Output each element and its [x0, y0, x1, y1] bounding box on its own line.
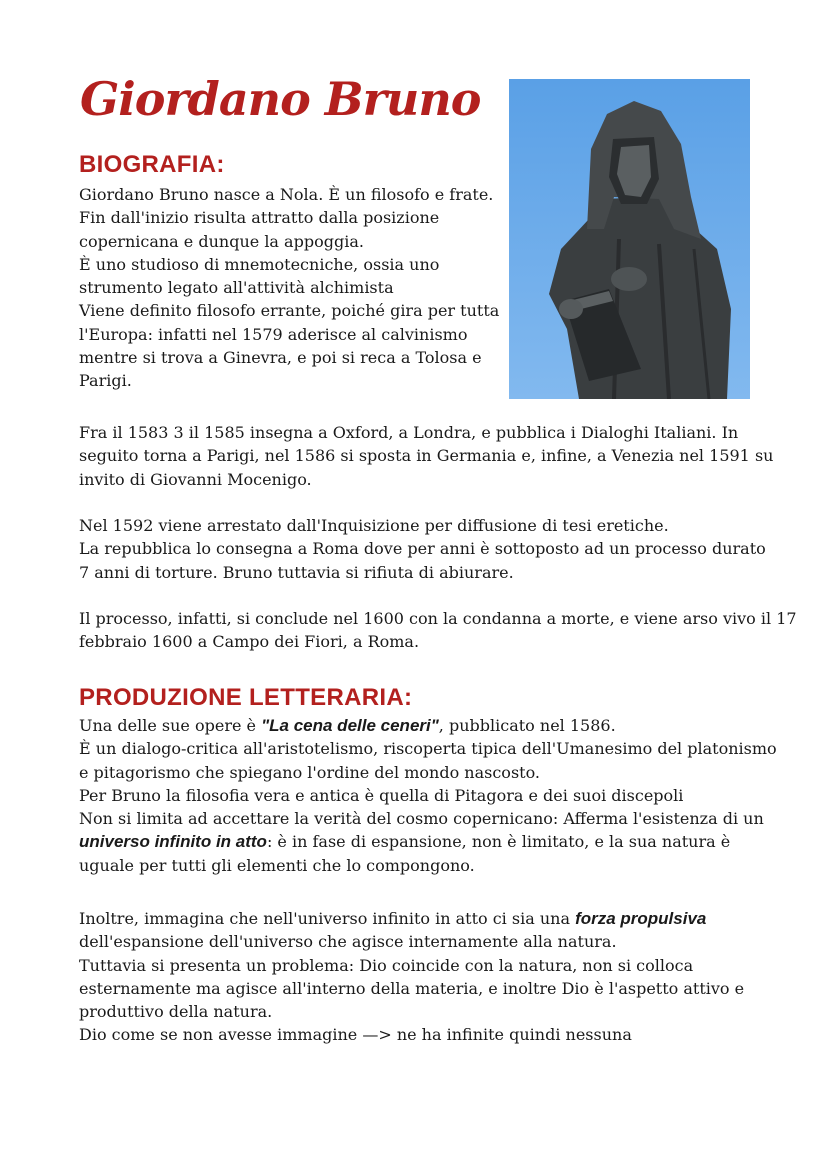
text-line: uguale per tutti gli elementi che lo compongono.	[79, 855, 475, 875]
text-segment: Inoltre, immagina che nell'universo infinito in atto ci sia una	[79, 909, 576, 928]
text-line: 7 anni di torture. Bruno tuttavia si rifiuta di abiurare.	[79, 562, 514, 582]
text-segment: Una delle sue opere è	[79, 716, 262, 735]
bio-intro-paragraph	[79, 183, 499, 393]
text-line: Fin dall'inizio risulta attratto dalla posizione	[79, 208, 440, 228]
text-line: Tuttavia si presenta un problema: Dio coincide con la natura, non si colloca	[79, 955, 694, 975]
text-line	[79, 830, 777, 853]
section-heading-biografia: BIOGRAFIA:	[79, 151, 225, 178]
text-line: e pitagorismo che spiegano l'ordine del mondo nascosto.	[79, 762, 541, 782]
bio-paragraph-death	[79, 607, 797, 654]
text-line: Parigi.	[79, 371, 132, 391]
highlighted-term: universo infinito in atto	[79, 832, 267, 852]
text-line: Nel 1592 viene arrestato dall'Inquisizione per diffusione di tesi eretiche.	[79, 516, 669, 535]
production-paragraph-1	[79, 714, 777, 877]
text-line: copernicana e dunque la appoggia.	[79, 231, 364, 251]
text-line: Viene definito filosofo errante, poiché gira per tutta	[79, 301, 500, 321]
text-line: Per Bruno la filosofia vera e antica è quella di Pitagora e dei suoi discepoli	[79, 785, 684, 805]
text-line: l'Europa: infatti nel 1579 aderisce al calvinismo	[79, 324, 468, 344]
text-line: Non si limita ad accettare la verità del cosmo copernicano: Afferma l'esistenza di un	[79, 809, 764, 829]
page-title: Giordano Bruno	[80, 72, 481, 126]
text-line: produttivo della natura.	[79, 1002, 273, 1022]
text-segment: , pubblicato nel 1586.	[438, 716, 616, 735]
text-line: Il processo, infatti, si conclude nel 1600 con la condanna a morte, e viene arso vivo il 17	[79, 609, 797, 628]
hooded-statue-icon	[509, 79, 750, 399]
text-line: invito di Giovanni Mocenigo.	[79, 469, 312, 489]
text-line: esternamente ma agisce all'interno della materia, e inoltre Dio è l'aspetto attivo e	[79, 978, 745, 998]
section-heading-produzione: PRODUZIONE LETTERARIA:	[79, 684, 413, 711]
text-line: Dio come se non avesse immagine —> ne ha infinite quindi nessuna	[79, 1025, 632, 1045]
text-segment: : è in fase di espansione, non è limitato, e la sua natura è	[266, 832, 731, 852]
text-line: strumento legato all'attività alchimista	[79, 278, 394, 298]
bio-paragraph-arrest	[79, 514, 766, 584]
text-line: seguito torna a Parigi, nel 1586 si sposta in Germania e, infine, a Venezia nel 1591 su	[79, 446, 774, 466]
text-line: La repubblica lo consegna a Roma dove per anni è sottoposto ad un processo durato	[79, 539, 766, 559]
text-line	[79, 714, 777, 737]
text-line: febbraio 1600 a Campo dei Fiori, a Roma.	[79, 632, 420, 652]
highlighted-term: "La cena delle ceneri"	[261, 716, 439, 735]
text-line: È uno studioso di mnemotecniche, ossia uno	[79, 254, 440, 274]
text-line	[79, 907, 744, 930]
text-line: Giordano Bruno nasce a Nola. È un filosofo e frate.	[79, 185, 494, 204]
text-line: mentre si trova a Ginevra, e poi si reca a Tolosa e	[79, 348, 482, 368]
production-paragraph-2	[79, 907, 744, 1047]
text-line: È un dialogo-critica all'aristotelismo, riscoperta tipica dell'Umanesimo del platonismo	[79, 739, 777, 759]
text-line: Fra il 1583 3 il 1585 insegna a Oxford, a Londra, e pubblica i Dialoghi Italiani. In	[79, 423, 739, 442]
highlighted-term: forza propulsiva	[575, 909, 707, 928]
statue-photo	[509, 79, 750, 399]
bio-paragraph-travels	[79, 421, 773, 491]
text-line: dell'espansione dell'universo che agisce internamente alla natura.	[79, 932, 617, 952]
